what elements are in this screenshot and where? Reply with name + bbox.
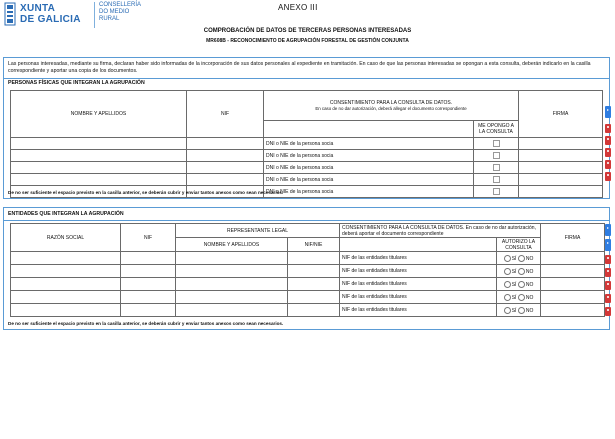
section2-note: De no ser suficiente el espacio previsto en la casilla anterior, se deberán cubrir y enviar tantos anexos como sean necesarios. — [8, 321, 284, 326]
rep-nombre-input[interactable] — [176, 252, 288, 265]
page-subtitle: MR608B - RECONOCIMIENTO DE AGRUPACIÓN FORESTAL DE GESTIÓN CONJUNTA — [206, 38, 409, 44]
nif-input[interactable] — [121, 304, 176, 317]
rep-nombre-input[interactable] — [176, 304, 288, 317]
anexo-label: ANEXO III — [278, 3, 318, 12]
firma-input[interactable] — [519, 174, 603, 186]
col-autorizo-header: AUTORIZO LA CONSULTA — [497, 238, 541, 252]
opongo-checkbox[interactable] — [493, 176, 500, 183]
no-radio[interactable] — [518, 281, 525, 288]
col-rep-nombre-header: NOMBRE Y APELLIDOS — [176, 238, 288, 252]
firma-input[interactable] — [541, 291, 605, 304]
col-nif-header: NIF — [121, 224, 176, 252]
nif-input[interactable] — [187, 162, 264, 174]
table-row — [11, 162, 603, 174]
si-label: SÍ — [511, 307, 517, 314]
rep-nif-input[interactable] — [288, 252, 340, 265]
table-row — [11, 138, 603, 150]
section1-note: De no ser suficiente el espacio previsto en la casilla anterior, se deberán cubrir y enviar tantos anexos como sean necesarios. — [8, 190, 284, 195]
razon-input[interactable] — [11, 304, 121, 317]
opongo-checkbox[interactable] — [493, 140, 500, 147]
entidades-table — [10, 223, 605, 317]
logo-conselleria-text: CONSELLERÍA DO MEDIO RURAL — [99, 2, 142, 22]
col-opongo-header: ME OPONGO A LA CONSULTA — [474, 121, 519, 138]
delete-row-button[interactable] — [605, 148, 611, 157]
nif-input[interactable] — [121, 291, 176, 304]
col-firma-header: FIRMA — [519, 91, 603, 138]
nombre-input[interactable] — [11, 162, 187, 174]
col-razon-header: RAZÓN SOCIAL — [11, 224, 121, 252]
delete-row-button[interactable] — [605, 136, 611, 145]
delete-row-button[interactable] — [605, 281, 611, 290]
rep-nif-input[interactable] — [288, 291, 340, 304]
si-label: SÍ — [511, 255, 517, 262]
delete-row-button[interactable] — [605, 160, 611, 169]
delete-row-button[interactable] — [605, 172, 611, 181]
si-label: SÍ — [511, 268, 517, 275]
no-label: NO — [525, 268, 534, 275]
nombre-input[interactable] — [11, 138, 187, 150]
firma-input[interactable] — [541, 304, 605, 317]
nif-input[interactable] — [187, 150, 264, 162]
nif-input[interactable] — [187, 174, 264, 186]
col-consent-header: CONSENTIMIENTO PARA LA CONSULTA DE DATOS. En caso de no dar autorización, deberá aportar el documento correspondiente — [340, 224, 541, 238]
no-radio[interactable] — [518, 268, 525, 275]
table-row — [11, 304, 605, 317]
divider — [4, 78, 609, 79]
col-nif-header: NIF — [187, 91, 264, 138]
col-consent-header: CONSENTIMIENTO PARA LA CONSULTA DE DATOS. En caso de no dar autorización, deberá allegar el documento correspondiente — [264, 91, 519, 121]
nombre-input[interactable] — [11, 174, 187, 186]
table-row — [11, 252, 605, 265]
firma-input[interactable] — [541, 278, 605, 291]
table-row — [11, 150, 603, 162]
no-radio[interactable] — [518, 307, 525, 314]
rep-nif-input[interactable] — [288, 304, 340, 317]
opongo-checkbox[interactable] — [493, 164, 500, 171]
firma-input[interactable] — [519, 162, 603, 174]
rep-nombre-input[interactable] — [176, 291, 288, 304]
col-nombre-header: NOMBRE Y APELLIDOS — [11, 91, 187, 138]
logo-xunta-text: XUNTA DE GALICIA — [20, 3, 81, 25]
doc-label: DNI o NIE de la persona socia — [264, 150, 474, 162]
nombre-input[interactable] — [11, 150, 187, 162]
no-radio[interactable] — [518, 255, 525, 262]
table-row — [11, 291, 605, 304]
firma-input[interactable] — [519, 186, 603, 198]
rep-nombre-input[interactable] — [176, 278, 288, 291]
doc-label: DNI o NIE de la persona socia — [264, 138, 474, 150]
section1-title: PERSONAS FÍSICAS QUE INTEGRAN LA AGRUPACIÓN — [8, 80, 145, 86]
firma-input[interactable] — [541, 265, 605, 278]
divider — [4, 220, 609, 221]
no-label: NO — [525, 281, 534, 288]
personas-table — [10, 90, 603, 198]
doc-label: NIF de las entidades titulares — [340, 265, 497, 278]
firma-input[interactable] — [541, 252, 605, 265]
delete-row-button[interactable] — [605, 255, 611, 264]
si-radio[interactable] — [504, 268, 511, 275]
doc-label: NIF de las entidades titulares — [340, 252, 497, 265]
add-row-button[interactable] — [605, 106, 611, 118]
razon-input[interactable] — [11, 291, 121, 304]
nif-input[interactable] — [121, 252, 176, 265]
table-row — [11, 174, 603, 186]
delete-row-button[interactable] — [605, 124, 611, 133]
doc-label: DNI o NIE de la persona socia — [264, 174, 474, 186]
opongo-checkbox[interactable] — [493, 152, 500, 159]
add-row-button[interactable] — [605, 239, 611, 251]
delete-row-button[interactable] — [605, 268, 611, 277]
no-label: NO — [525, 307, 534, 314]
table-row — [11, 265, 605, 278]
add-row-button[interactable] — [605, 224, 611, 236]
razon-input[interactable] — [11, 278, 121, 291]
logo-divider — [94, 2, 95, 28]
si-radio[interactable] — [504, 281, 511, 288]
doc-label: DNI o NIE de la persona socia — [264, 162, 474, 174]
rep-nombre-input[interactable] — [176, 265, 288, 278]
doc-label: DNI o NIE de la persona socia — [264, 186, 474, 198]
razon-input[interactable] — [11, 265, 121, 278]
si-radio[interactable] — [504, 294, 511, 301]
section-entidades — [3, 207, 610, 330]
section-personas-fisicas — [3, 57, 610, 199]
firma-input[interactable] — [519, 138, 603, 150]
col-firma-header: FIRMA — [541, 224, 605, 252]
col-rep-header: REPRESENTANTE LEGAL — [176, 224, 340, 238]
intro-text: Las personas interesadas, mediante su firma, declaran haber sido informadas de la incorporación de sus datos personales al expediente en tramitación. En caso de que las personas interesadas se opongan a esta consulta, deberán indicarlo en la casilla correspondiente y aportar una copia de los documentos. — [8, 61, 591, 74]
delete-row-button[interactable] — [605, 294, 611, 303]
razon-input[interactable] — [11, 252, 121, 265]
section2-title: ENTIDADES QUE INTEGRAN LA AGRUPACIÓN — [8, 211, 124, 217]
doc-label: NIF de las entidades titulares — [340, 278, 497, 291]
nif-input[interactable] — [187, 138, 264, 150]
col-rep-nif-header: NIF/NIE — [288, 238, 340, 252]
firma-input[interactable] — [519, 150, 603, 162]
no-label: NO — [525, 255, 534, 262]
nif-input[interactable] — [121, 265, 176, 278]
nif-input[interactable] — [121, 278, 176, 291]
no-radio[interactable] — [518, 294, 525, 301]
rep-nif-input[interactable] — [288, 278, 340, 291]
opongo-checkbox[interactable] — [493, 188, 500, 195]
rep-nif-input[interactable] — [288, 265, 340, 278]
table-row — [11, 278, 605, 291]
si-label: SÍ — [511, 281, 517, 288]
xunta-emblem-icon — [4, 2, 16, 26]
si-radio[interactable] — [504, 307, 511, 314]
doc-label: NIF de las entidades titulares — [340, 291, 497, 304]
no-label: NO — [525, 294, 534, 301]
doc-label: NIF de las entidades titulares — [340, 304, 497, 317]
delete-row-button[interactable] — [605, 307, 611, 316]
si-radio[interactable] — [504, 255, 511, 262]
si-label: SÍ — [511, 294, 517, 301]
page-title: COMPROBACIÓN DE DATOS DE TERCERAS PERSONAS INTERESADAS — [203, 28, 412, 34]
